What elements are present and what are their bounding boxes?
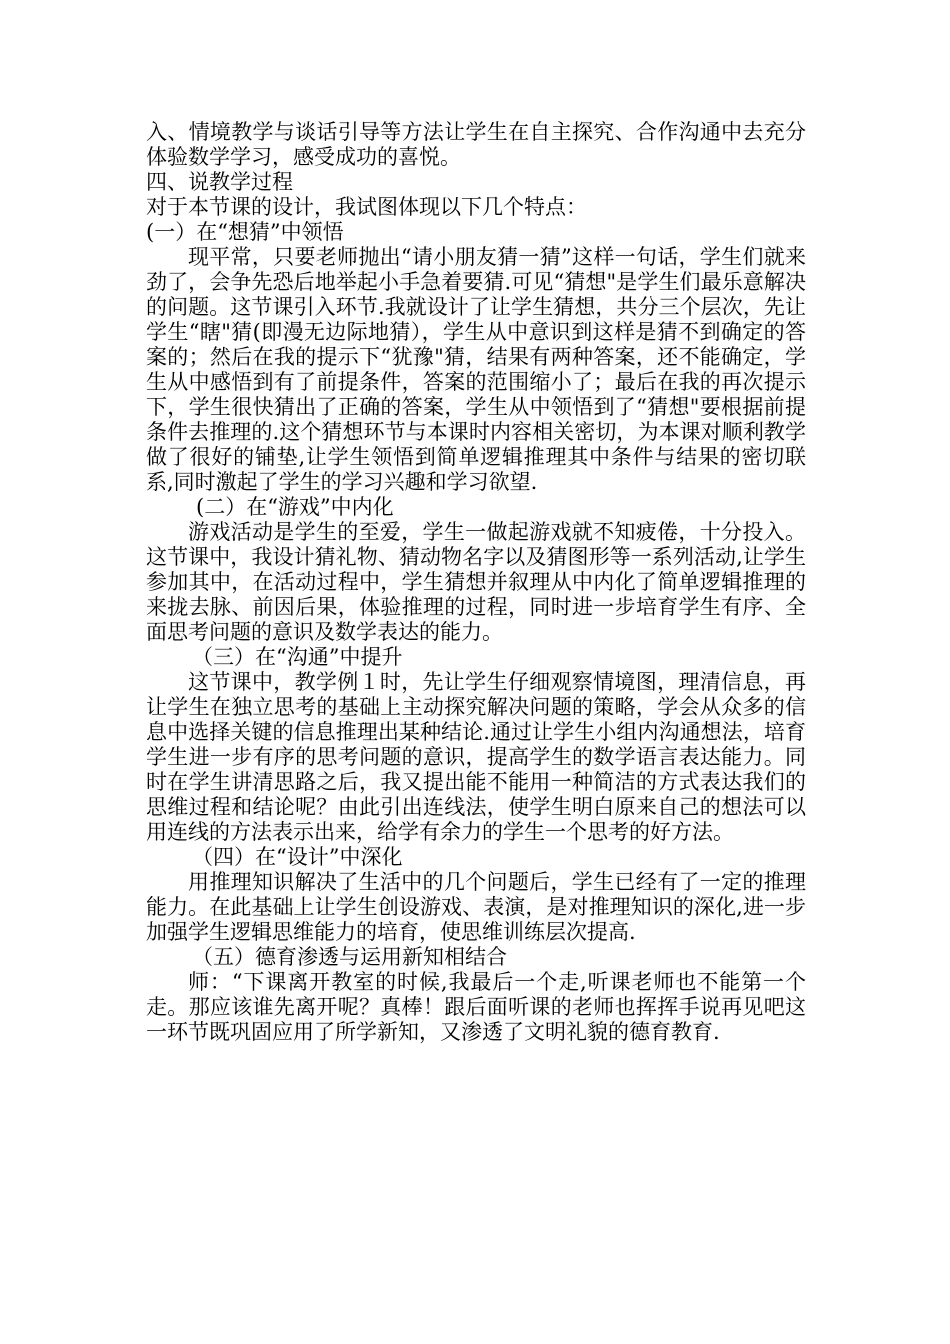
paragraph-moral-education: 师：“下课离开教室的时候,我最后一个走,听课老师也不能第一个走。那应该谁先离开呢？真棒！跟后面听课的老师也挥挥手说再见吧这一环节既巩固应用了所学新知，又渗透了文明礼貌的德育教育. [146, 970, 806, 1044]
document-page [146, 120, 806, 1045]
paragraph-design-features: 对于本节课的设计，我试图体现以下几个特点： [146, 195, 587, 219]
paragraph-communication: 这节课中，教学例１时，先让学生仔细观察情境图，理清信息，再让学生在独立思考的基础上主动探究解决问题的策略，学会从众多的信息中选择关键的信息推理出某种结论.通过让学生小组内沟通想法，培育学生进一步有序的思考问题的意识，提高学生的数学语言表达能力。同时在学生讲清思路之后，我又提出能不能用一种简洁的方式表达我们的思维过程和结论呢？由此引出连线法，使学生明白原来自己的想法可以用连线的方法表示出来，给学有余力的学生一个思考的好方法。 [146, 670, 806, 844]
subheading-moral-education: （五）德育渗透与运用新知相结合 [192, 945, 507, 969]
paragraph-game: 游戏活动是学生的至爱，学生一做起游戏就不知疲倦，十分投入。这节课中，我设计猜礼物、猜动物名字以及猜图形等一系列活动,让学生参加其中，在活动过程中，学生猜想并叙理从中内化了简单逻辑推理的来拢去脉、前因后果，体验推理的过程，同时进一步培育学生有序、全面思考问题的意识及数学表达的能力。 [146, 520, 806, 644]
subheading-game: (二）在“游戏”中内化 [196, 495, 394, 519]
paragraph-intro-continuation: 入、情境教学与谈话引导等方法让学生在自主探究、合作沟通中去充分体验数学学习，感受成功的喜悦。 [146, 120, 806, 169]
paragraph-guess: 现平常，只要老师抛出“请小朋友猜一猜”这样一句话，学生们就来劲了，会争先恐后地举起小手急着要猜.可见“猜想"是学生们最乐意解决的问题。这节课引入环节.我就设计了让学生猜想，共分三个层次，先让学生“瞎"猜(即漫无边际地猜），学生从中意识到这样是猜不到确定的答案的；然后在我的提示下“犹豫"猜，结果有两种答案，还不能确定，学生从中感悟到有了前提条件，答案的范围缩小了；最后在我的再次提示下，学生很快猜出了正确的答案，学生从中领悟到了“猜想"要根据前提条件去推理的.这个猜想环节与本课时内容相关密切，为本课对顺利教学做了很好的铺垫,让学生领悟到简单逻辑推理其中条件与结果的密切联系,同时激起了学生的学习兴趣和学习欲望. [146, 245, 806, 494]
paragraph-design: 用推理知识解决了生活中的几个问题后，学生已经有了一定的推理能力。在此基础上让学生创设游戏、表演，是对推理知识的深化,进一步加强学生逻辑思维能力的培育，使思维训练层次提高. [146, 870, 806, 944]
subheading-communication: （三）在“沟通”中提升 [192, 645, 403, 669]
subheading-design: （四）在“设计”中深化 [192, 845, 403, 869]
subheading-guess: (一）在“想猜”中领悟 [146, 220, 344, 244]
section-heading-teaching-process: 四、说教学过程 [146, 170, 293, 194]
